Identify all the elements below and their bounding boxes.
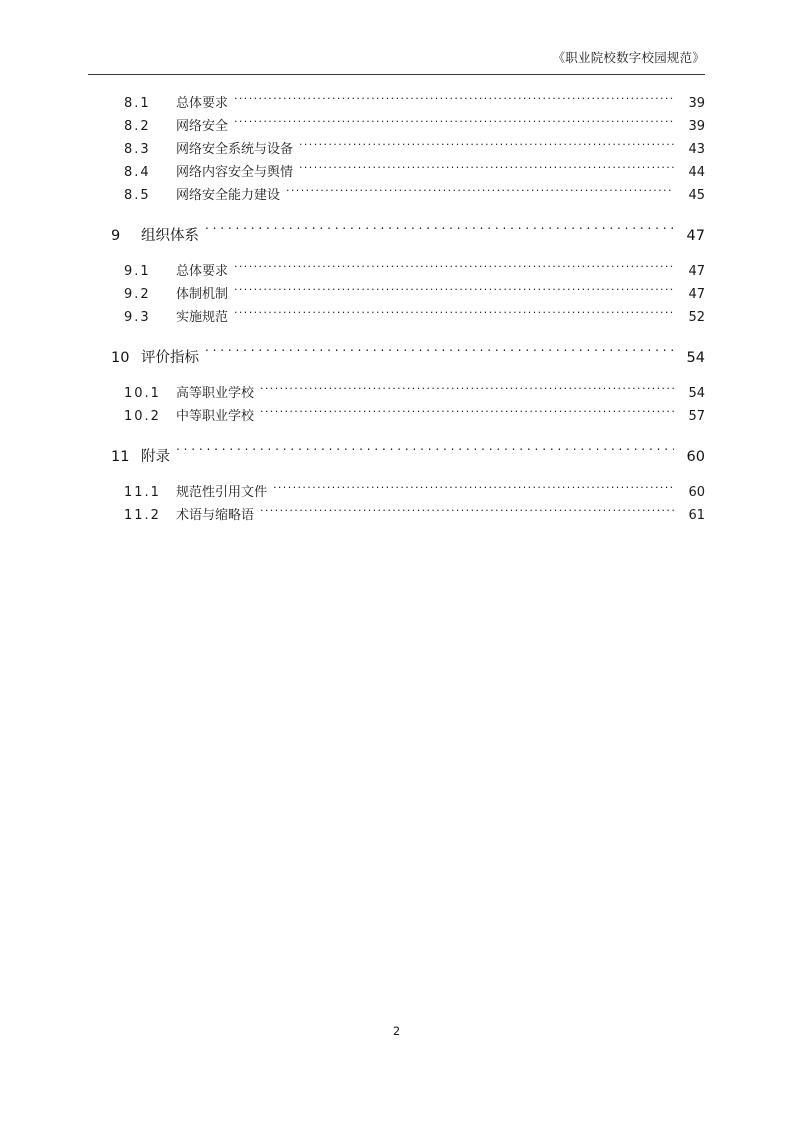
toc-leader-dots xyxy=(286,186,674,199)
toc-entry-title: 实施规范 xyxy=(176,310,229,325)
toc-entry-page: 52 xyxy=(688,310,705,325)
toc-leader-dots xyxy=(299,163,674,176)
toc-entry-title: 网络安全能力建设 xyxy=(176,188,281,203)
toc-entry-title: 体制机制 xyxy=(176,287,229,302)
toc-leader-dots xyxy=(234,285,674,298)
footer-page-number: 2 xyxy=(392,1024,401,1038)
toc-leader-dots xyxy=(234,262,674,275)
toc-leader-dots xyxy=(234,308,674,321)
table-of-contents xyxy=(88,92,705,527)
page-footer xyxy=(0,1024,793,1038)
toc-entry-page: 54 xyxy=(686,350,705,366)
toc-leader-dots xyxy=(234,94,674,107)
toc-entry-page: 39 xyxy=(688,96,705,111)
toc-entry-title: 网络内容安全与舆情 xyxy=(176,165,294,180)
toc-entry-page: 39 xyxy=(688,119,705,134)
toc-leader-dots xyxy=(234,117,674,130)
toc-entry-title: 总体要求 xyxy=(176,96,229,111)
toc-entry[interactable] xyxy=(88,343,705,373)
toc-entry-number: 8.5 xyxy=(124,188,151,203)
toc-entry-page: 60 xyxy=(688,485,705,500)
toc-entry-title: 网络安全系统与设备 xyxy=(176,142,294,157)
toc-entry-page: 54 xyxy=(688,386,705,401)
toc-group-spacer xyxy=(88,329,705,343)
toc-group-spacer xyxy=(88,373,705,382)
toc-leader-dots xyxy=(205,226,674,241)
toc-entry-number: 11.2 xyxy=(124,508,161,523)
toc-leader-dots xyxy=(260,407,674,420)
toc-leader-dots xyxy=(205,348,674,363)
toc-entry-title: 网络安全 xyxy=(176,119,229,134)
toc-leader-dots xyxy=(176,447,674,462)
toc-leader-dots xyxy=(260,506,674,519)
toc-entry-page: 60 xyxy=(686,449,705,465)
toc-entry-number: 10.1 xyxy=(124,386,161,401)
toc-leader-dots xyxy=(260,384,674,397)
toc-entry[interactable] xyxy=(88,306,705,329)
toc-entry-number: 9.1 xyxy=(124,264,151,279)
toc-entry[interactable] xyxy=(88,504,705,527)
toc-entry-title: 高等职业学校 xyxy=(176,386,255,401)
toc-entry-number: 10.2 xyxy=(124,409,161,424)
page-header xyxy=(88,48,705,66)
toc-entry[interactable] xyxy=(88,138,705,161)
toc-entry[interactable] xyxy=(88,442,705,472)
toc-entry-title: 中等职业学校 xyxy=(176,409,255,424)
toc-entry[interactable] xyxy=(88,382,705,405)
toc-entry-title: 总体要求 xyxy=(176,264,229,279)
toc-entry-number: 8.3 xyxy=(124,142,151,157)
toc-entry-number: 11.1 xyxy=(124,485,161,500)
toc-entry[interactable] xyxy=(88,221,705,251)
toc-group-spacer xyxy=(88,472,705,481)
toc-leader-dots xyxy=(273,483,674,496)
header-title: 《职业院校数字校园规范》 xyxy=(552,50,705,65)
toc-entry-number: 8.1 xyxy=(124,96,151,111)
toc-entry-page: 61 xyxy=(688,508,705,523)
toc-entry-page: 45 xyxy=(688,188,705,203)
toc-entry-title: 评价指标 xyxy=(141,350,199,366)
toc-entry-title: 组织体系 xyxy=(141,228,199,244)
toc-entry-number: 8.2 xyxy=(124,119,151,134)
toc-entry[interactable] xyxy=(88,115,705,138)
toc-entry[interactable] xyxy=(88,405,705,428)
toc-entry-page: 47 xyxy=(686,228,705,244)
toc-entry-page: 44 xyxy=(688,165,705,180)
toc-entry[interactable] xyxy=(88,184,705,207)
toc-entry-number: 10 xyxy=(111,350,130,366)
toc-group-spacer xyxy=(88,251,705,260)
toc-entry-number: 9 xyxy=(111,228,121,244)
toc-entry-number: 9.3 xyxy=(124,310,151,325)
toc-entry-page: 43 xyxy=(688,142,705,157)
toc-leader-dots xyxy=(299,140,674,153)
toc-entry-page: 47 xyxy=(688,287,705,302)
toc-entry[interactable] xyxy=(88,481,705,504)
toc-group-spacer xyxy=(88,428,705,442)
toc-entry[interactable] xyxy=(88,161,705,184)
toc-entry[interactable] xyxy=(88,283,705,306)
toc-entry-page: 47 xyxy=(688,264,705,279)
toc-entry-title: 规范性引用文件 xyxy=(176,485,268,500)
header-divider xyxy=(88,74,705,75)
toc-entry-number: 8.4 xyxy=(124,165,151,180)
toc-entry-number: 9.2 xyxy=(124,287,151,302)
toc-entry-page: 57 xyxy=(688,409,705,424)
toc-entry-title: 术语与缩略语 xyxy=(176,508,255,523)
toc-entry-number: 11 xyxy=(111,449,130,465)
toc-entry[interactable] xyxy=(88,92,705,115)
toc-entry[interactable] xyxy=(88,260,705,283)
toc-entry-title: 附录 xyxy=(141,449,170,465)
toc-group-spacer xyxy=(88,207,705,221)
